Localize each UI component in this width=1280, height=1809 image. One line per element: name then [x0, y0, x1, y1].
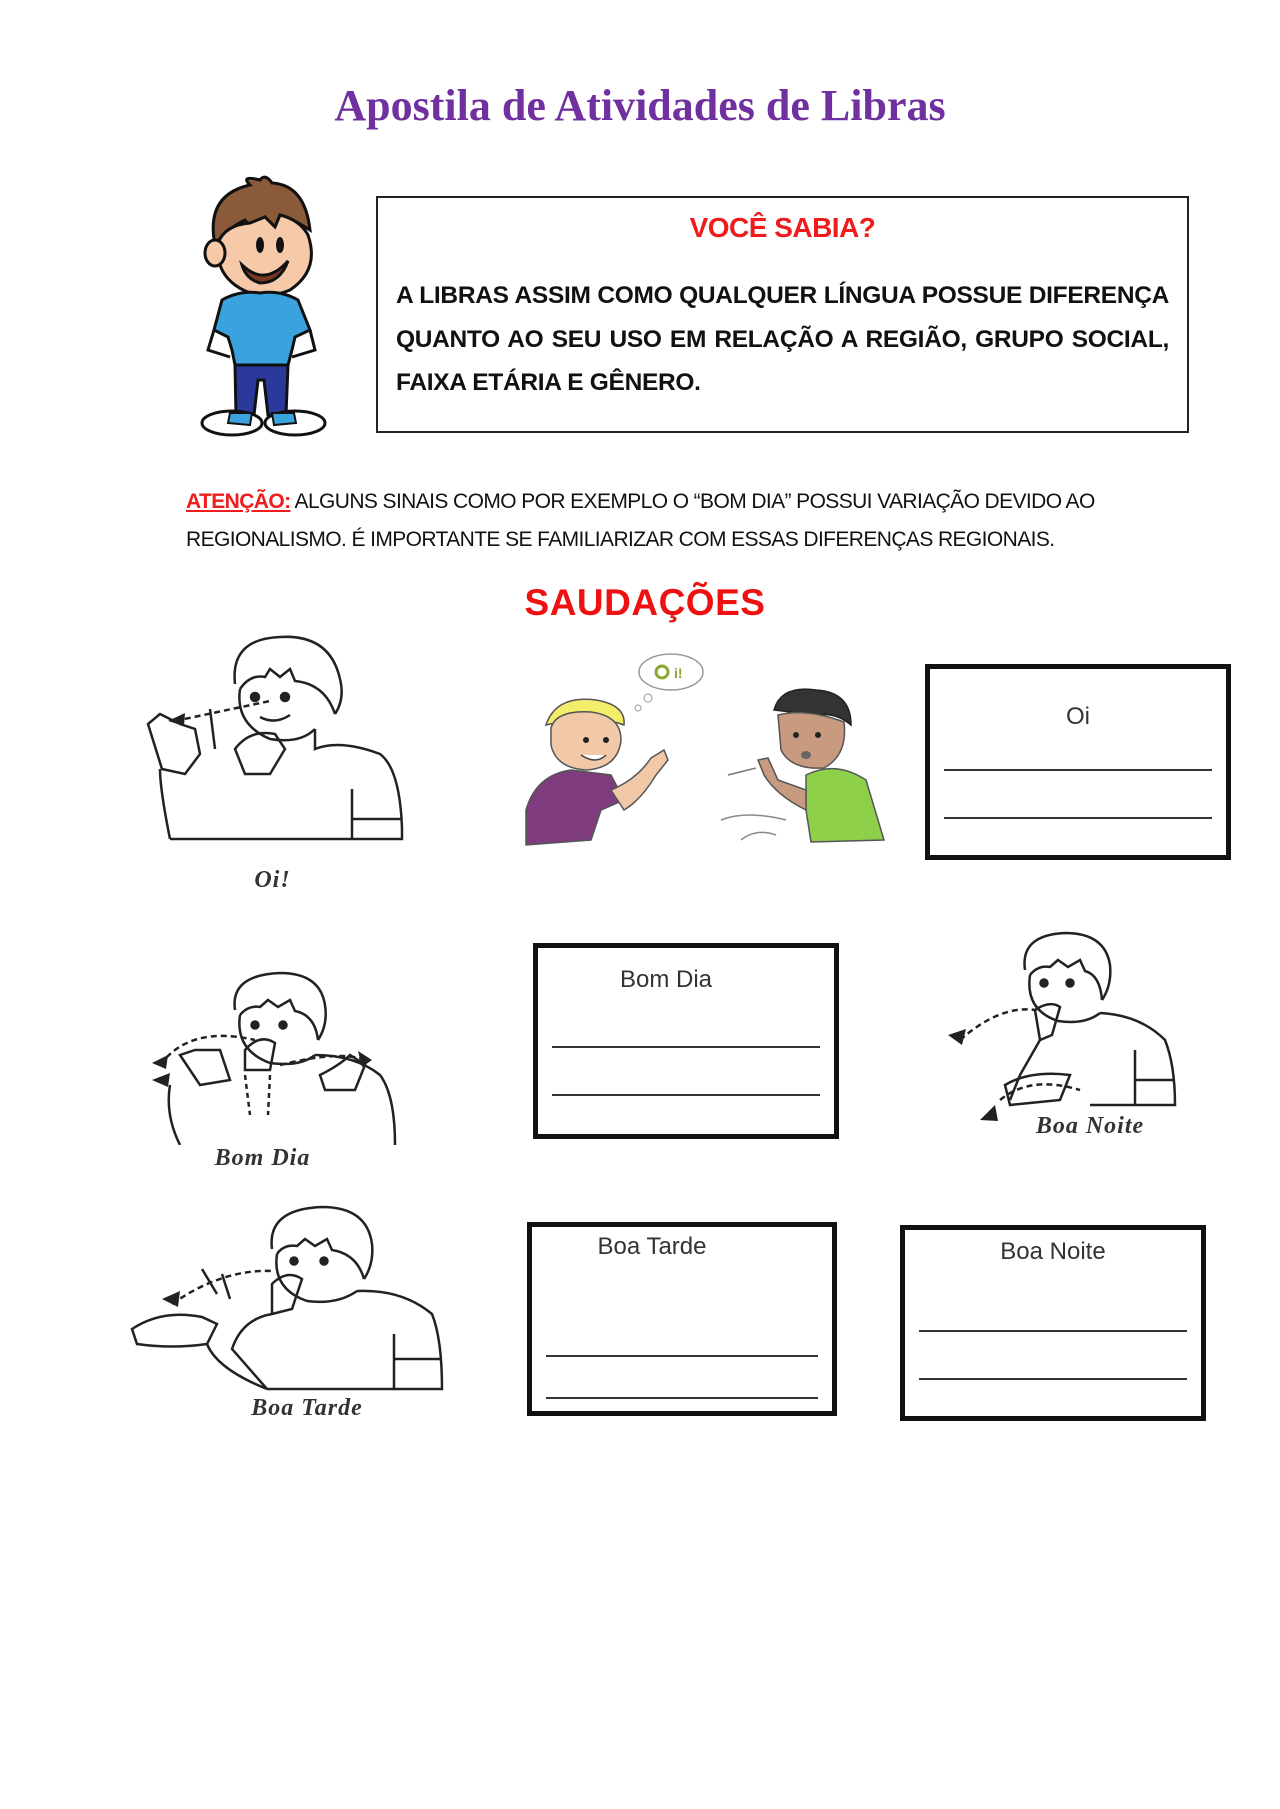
sign-boa-tarde-illustration — [122, 1199, 452, 1429]
svg-text:i!: i! — [674, 665, 683, 681]
sign-boa-noite-caption: Boa Noite — [1035, 1113, 1145, 1139]
page-title: Apostila de Atividades de Libras — [334, 81, 946, 130]
answer-line[interactable] — [546, 1355, 818, 1357]
answer-box-boa-tarde-label: Boa Tarde — [597, 1233, 707, 1260]
answer-box-boa-tarde[interactable] — [527, 1222, 837, 1416]
attention-note — [186, 483, 1196, 559]
answer-line[interactable] — [919, 1378, 1187, 1380]
kids-greeting-illustration — [506, 650, 898, 852]
sign-oi-caption: Oi! — [254, 867, 291, 893]
attention-text: ALGUNS SINAIS COMO POR EXEMPLO O “BOM DIA” POSSUI VARIAÇÃO DEVIDO AO REGIONALISMO. É IMPORTANTE SE FAMILIARIZAR COM ESSAS DIFERENÇAS REGIONAIS. — [186, 490, 1095, 551]
attention-label: ATENÇÃO: — [186, 490, 291, 513]
answer-box-bom-dia[interactable] — [533, 943, 839, 1139]
answer-line[interactable] — [944, 817, 1212, 819]
sign-bom-dia-illustration — [140, 955, 415, 1180]
section-title-greetings: SAUDAÇÕES — [524, 582, 766, 623]
sign-boa-tarde-caption: Boa Tarde — [251, 1395, 363, 1421]
sign-bom-dia-caption: Bom Dia — [214, 1145, 311, 1171]
answer-box-boa-noite-label: Boa Noite — [1000, 1238, 1106, 1265]
did-you-know-box — [376, 196, 1189, 433]
answer-line[interactable] — [546, 1397, 818, 1399]
did-you-know-text: A LIBRAS ASSIM COMO QUALQUER LÍNGUA POSSUE DIFERENÇA QUANTO AO SEU USO EM RELAÇÃO A REGIÃO, GRUPO SOCIAL, FAIXA ETÁRIA E GÊNERO. — [396, 282, 1169, 396]
did-you-know-heading: VOCÊ SABIA? — [689, 212, 876, 243]
sign-oi-illustration — [140, 629, 405, 904]
answer-line[interactable] — [919, 1330, 1187, 1332]
answer-line[interactable] — [944, 769, 1212, 771]
answer-line[interactable] — [552, 1046, 820, 1048]
answer-box-oi-label: Oi — [1066, 703, 1090, 730]
sign-boa-noite-illustration — [940, 925, 1180, 1150]
answer-box-oi[interactable] — [925, 664, 1231, 860]
answer-box-boa-noite[interactable] — [900, 1225, 1206, 1421]
answer-box-bom-dia-label: Bom Dia — [619, 966, 713, 993]
answer-line[interactable] — [552, 1094, 820, 1096]
mascot-boy-illustration — [180, 175, 340, 440]
